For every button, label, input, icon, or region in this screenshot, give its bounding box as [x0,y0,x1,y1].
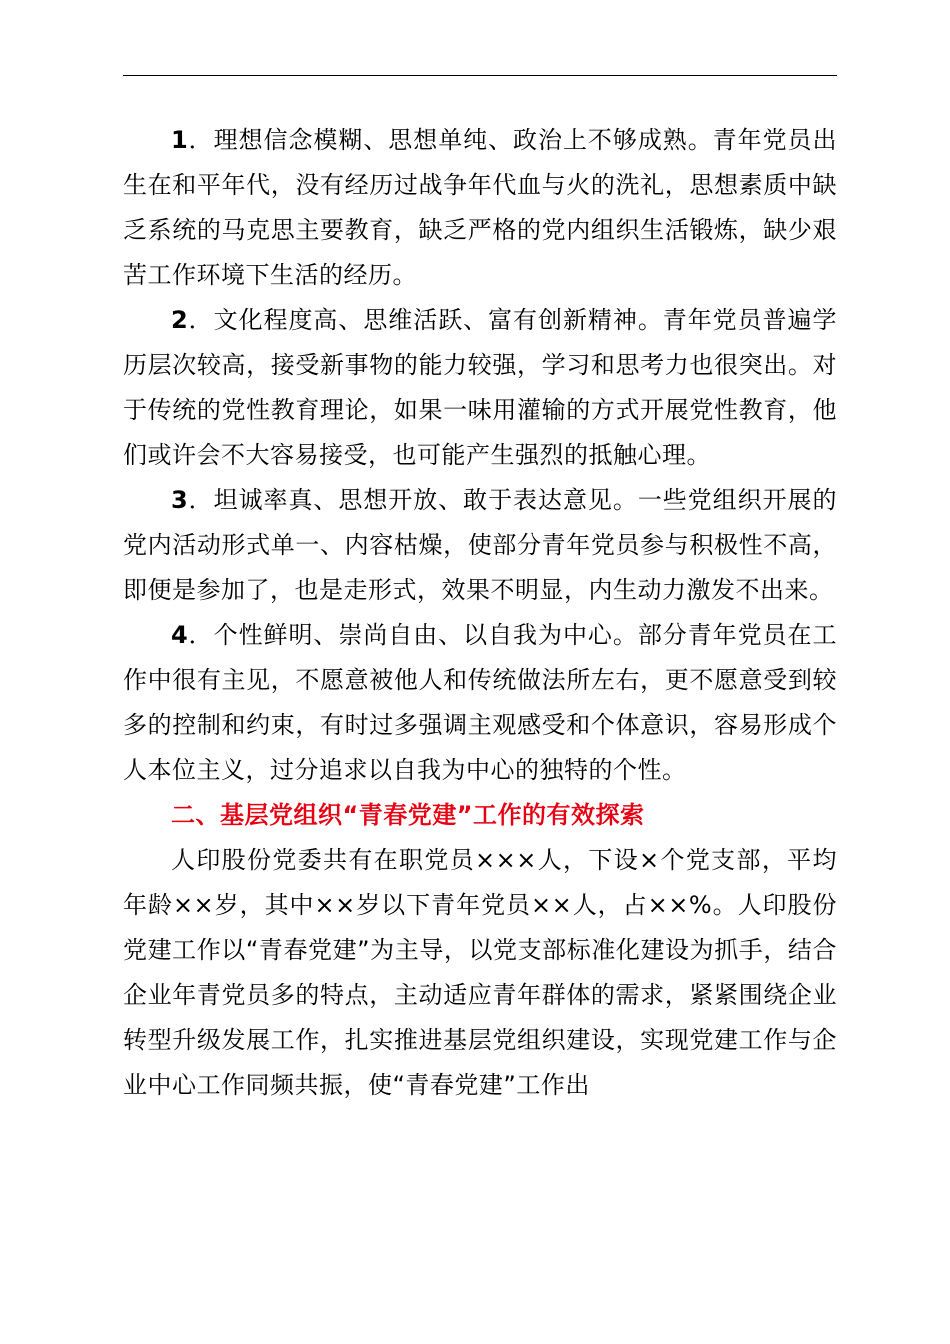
paragraph-item-2 [123,298,837,478]
paragraph-number: 1 [171,126,189,154]
paragraph-item-4 [123,613,837,793]
section-paragraph: 人印股份党委共有在职党员×××人，下设×个党支部，平均年龄××岁，其中××岁以下青年党员××人，占××%。人印股份党建工作以“青春党建”为主导，以党支部标准化建设为抓手，结合企业年青党员多的特点，主动适应青年群体的需求，紧紧围绕企业转型升级发展工作，扎实推进基层党组织建设，实现党建工作与企业中心工作同频共振，使“青春党建”工作出 [123,846,837,1099]
paragraph-number: 3 [171,486,189,514]
paragraph-item-1 [123,118,837,298]
paragraph-number: 2 [171,306,189,334]
section-heading: 二、基层党组织“青春党建”工作的有效探索 [171,801,645,829]
header-rule [123,75,837,76]
paragraph-text: ．文化程度高、思维活跃、富有创新精神。青年党员普遍学历层次较高，接受新事物的能力较强，学习和思考力也很突出。对于传统的党性教育理论，如果一味用灌输的方式开展党性教育，他们或许会不大容易接受，也可能产生强烈的抵触心理。 [123,306,837,469]
paragraph-text: ．理想信念模糊、思想单纯、政治上不够成熟。青年党员出生在和平年代，没有经历过战争年代血与火的洗礼，思想素质中缺乏系统的马克思主要教育，缺乏严格的党内组织生活锻炼，缺少艰苦工作环境下生活的经历。 [123,126,837,289]
paragraph-text: ．坦诚率真、思想开放、敢于表达意见。一些党组织开展的党内活动形式单一、内容枯燥，使部分青年党员参与积极性不高，即便是参加了，也是走形式，效果不明显，内生动力激发不出来。 [123,486,837,604]
paragraph-text: ．个性鲜明、崇尚自由、以自我为中心。部分青年党员在工作中很有主见，不愿意被他人和传统做法所左右，更不愿意受到较多的控制和约束，有时过多强调主观感受和个体意识，容易形成个人本位主义，过分追求以自我为中心的独特的个性。 [123,621,837,784]
paragraph-number: 4 [171,621,189,649]
paragraph-item-3 [123,478,837,613]
document-body [123,118,837,1108]
